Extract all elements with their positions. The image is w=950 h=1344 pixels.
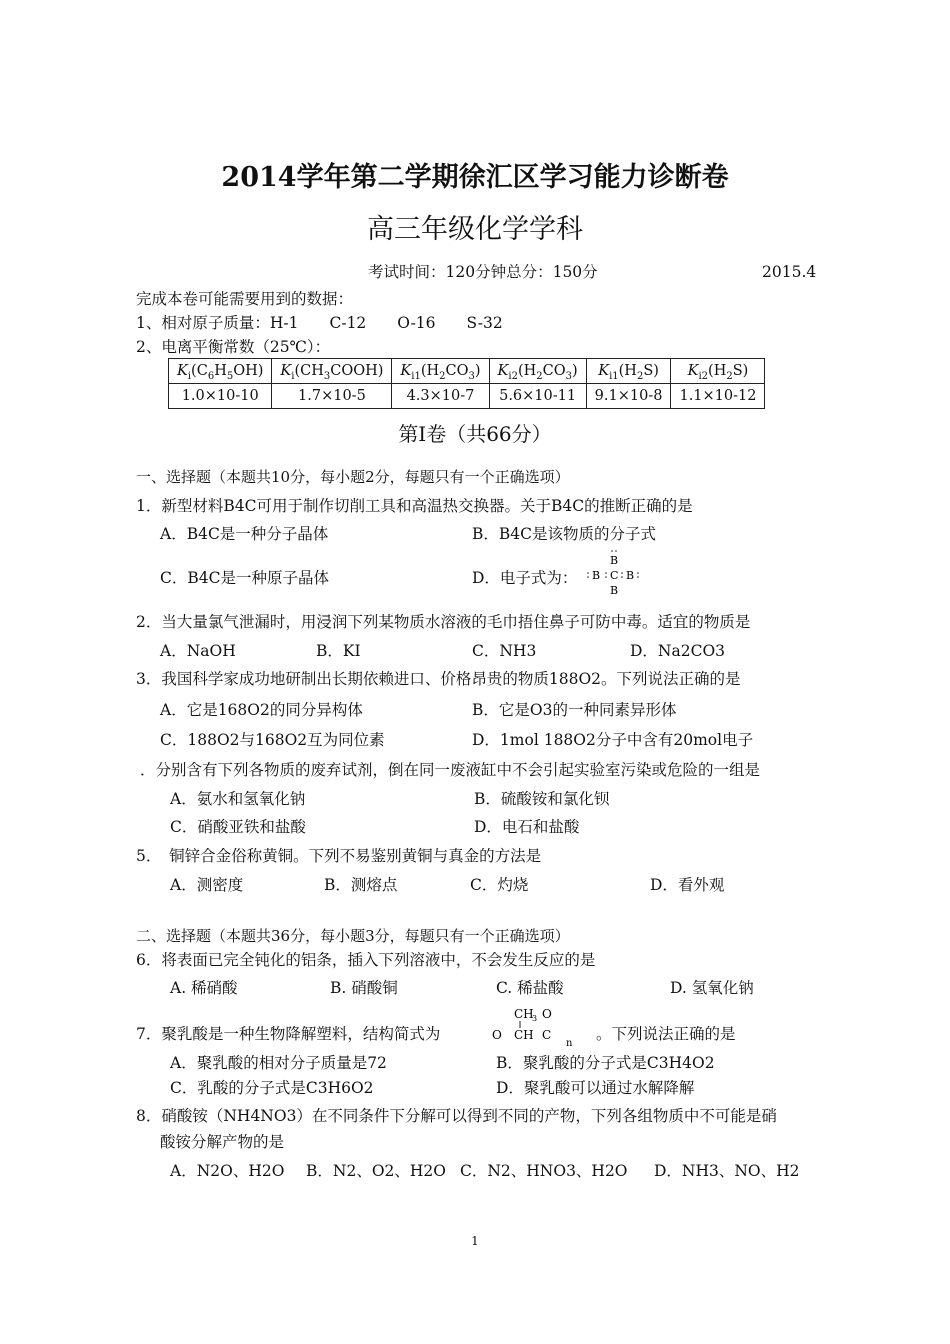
svg-text:O: O [492,1028,502,1042]
option-b: B．B4C是该物质的分子式 [472,525,657,543]
table-header-row [169,359,765,384]
table-header-cell: $K_{i1}(H_2CO_3)$ [392,359,489,384]
option-d: D．Na2CO3 [630,642,726,660]
atomic-mass-line: 1、相对原子质量：H-1 C-12 O-16 S-32 [136,314,503,332]
option-d: D. 氢氧化钠 [670,979,754,997]
table-cell: 5.6×10-11 [489,384,586,409]
svg-text:C: C [542,1028,552,1042]
option-c: C．N2、HNO3、H2O [460,1162,628,1180]
exam-title: 2014学年第二学期徐汇区学习能力诊断卷 [221,162,729,193]
part1-title: 第Ⅰ卷（共66分） [398,422,552,446]
option-c: C．B4C是一种原子晶体 [160,569,329,587]
option-c: C．188O2与168O2互为同位素 [160,731,385,749]
option-d: D．看外观 [650,876,725,894]
table-header-cell: $K_i(C_6H_5OH)$ [169,359,272,384]
option-a: A. 稀硝酸 [170,979,238,997]
svg-text:O: O [542,1007,552,1021]
section1-title: 一、选择题（本题共10分，每小题2分，每题只有一个正确选项） [136,468,570,486]
data-intro: 完成本卷可能需要用到的数据： [136,290,354,308]
table-cell: 1.1×10-12 [671,384,765,409]
option-a: A．N2O、H2O [170,1162,285,1180]
question-stem-end: 。下列说法正确的是 [596,1025,736,1043]
option-b: B．测熔点 [324,876,398,894]
question-stem: 6．将表面已完全钝化的铝条，插入下列溶液中，不会发生反应的是 [136,951,596,969]
table-cell: 9.1×10-8 [586,384,671,409]
ionization-constant-table [168,358,765,409]
option-b: B. 硝酸铜 [330,979,398,997]
question-stem: 1．新型材料B4C可用于制作切削工具和高温热交换器。关于B4C的推断正确的是 [136,497,693,515]
option-a: A．B4C是一种分子晶体 [160,525,329,543]
option-d: D．电子式为： [472,569,578,587]
option-c: C. 稀盐酸 [496,979,564,997]
table-cell: 4.3×10-7 [392,384,489,409]
question-stem-continued: 酸铵分解产物的是 [160,1133,285,1151]
svg-text:B: B [626,569,635,582]
question-stem: ．分别含有下列各物质的废弃试剂，倒在同一废液缸中不会引起实验室污染或危险的一组是 [140,761,761,779]
svg-text:B: B [592,569,601,582]
table-header-cell: $K_i(CH_3COOH)$ [272,359,392,384]
electron-dot-formula-diagram [586,546,646,598]
table-header-cell: $K_{i1}(H_2S)$ [586,359,671,384]
option-b: B．聚乳酸的分子式是C3H4O2 [496,1054,715,1072]
exam-info: 考试时间：120分钟总分：150分 [368,263,598,281]
svg-text:C: C [610,569,619,582]
svg-text:n: n [566,1038,573,1048]
exam-date: 2015.4 [762,263,817,281]
section2-title: 二、选择题（本题共36分，每小题3分，每题只有一个正确选项） [136,927,570,945]
option-c: C．灼烧 [470,876,529,894]
table-header-cell: $K_{i2}(H_2CO_3)$ [489,359,586,384]
page-number: 1 [471,1234,479,1248]
svg-text:3: 3 [532,1014,538,1023]
option-d: D．1mol 188O2分子中含有20mol电子 [472,731,754,749]
option-a: A．氨水和氢氧化钠 [170,790,306,808]
option-a: A．测密度 [170,876,244,894]
table-value-row [169,384,765,409]
option-d: D．电石和盐酸 [474,818,580,836]
option-c: C．NH3 [472,642,537,660]
question-stem: 7．聚乳酸是一种生物降解塑料，结构简式为 [136,1025,441,1043]
option-c: C．硝酸亚铁和盐酸 [170,818,306,836]
svg-text:B: B [610,584,619,597]
svg-text:CH: CH [514,1007,534,1021]
question-stem: 5． 铜锌合金俗称黄铜。下列不易鉴别黄铜与真金的方法是 [136,847,542,865]
svg-text:CH: CH [514,1028,534,1042]
svg-text:B: B [610,554,619,567]
option-b: B．N2、O2、H2O [306,1162,446,1180]
option-b: B．硫酸铵和氯化钡 [474,790,610,808]
table-cell: 1.7×10-5 [272,384,392,409]
table-cell: 1.0×10-10 [169,384,272,409]
question-stem: 3．我国科学家成功地研制出长期依赖进口、价格昂贵的物质188O2。下列说法正确的是 [136,670,741,688]
ionization-constants-line: 2、电离平衡常数（25℃）： [136,338,331,356]
option-a: A．它是168O2的同分异构体 [160,701,363,719]
option-b: B．KI [316,642,361,660]
option-c: C．乳酸的分子式是C3H6O2 [170,1079,374,1097]
option-b: B．它是O3的一种同素异形体 [472,701,677,719]
option-d: D．NH3、NO、H2 [654,1162,800,1180]
polylactic-acid-structure [488,1004,594,1048]
table-header-cell: $K_{i2}(H_2S)$ [671,359,765,384]
option-d: D．聚乳酸可以通过水解降解 [496,1079,695,1097]
question-stem: 2．当大量氯气泄漏时，用浸润下列某物质水溶液的毛巾捂住鼻子可防中毒。适宜的物质是 [136,613,751,631]
exam-subtitle: 高三年级化学学科 [367,214,583,245]
option-a: A．聚乳酸的相对分子质量是72 [170,1054,387,1072]
option-a: A．NaOH [160,642,236,660]
question-stem: 8．硝酸铵（NH4NO3）在不同条件下分解可以得到不同的产物，下列各组物质中不可能是硝 [136,1107,777,1125]
